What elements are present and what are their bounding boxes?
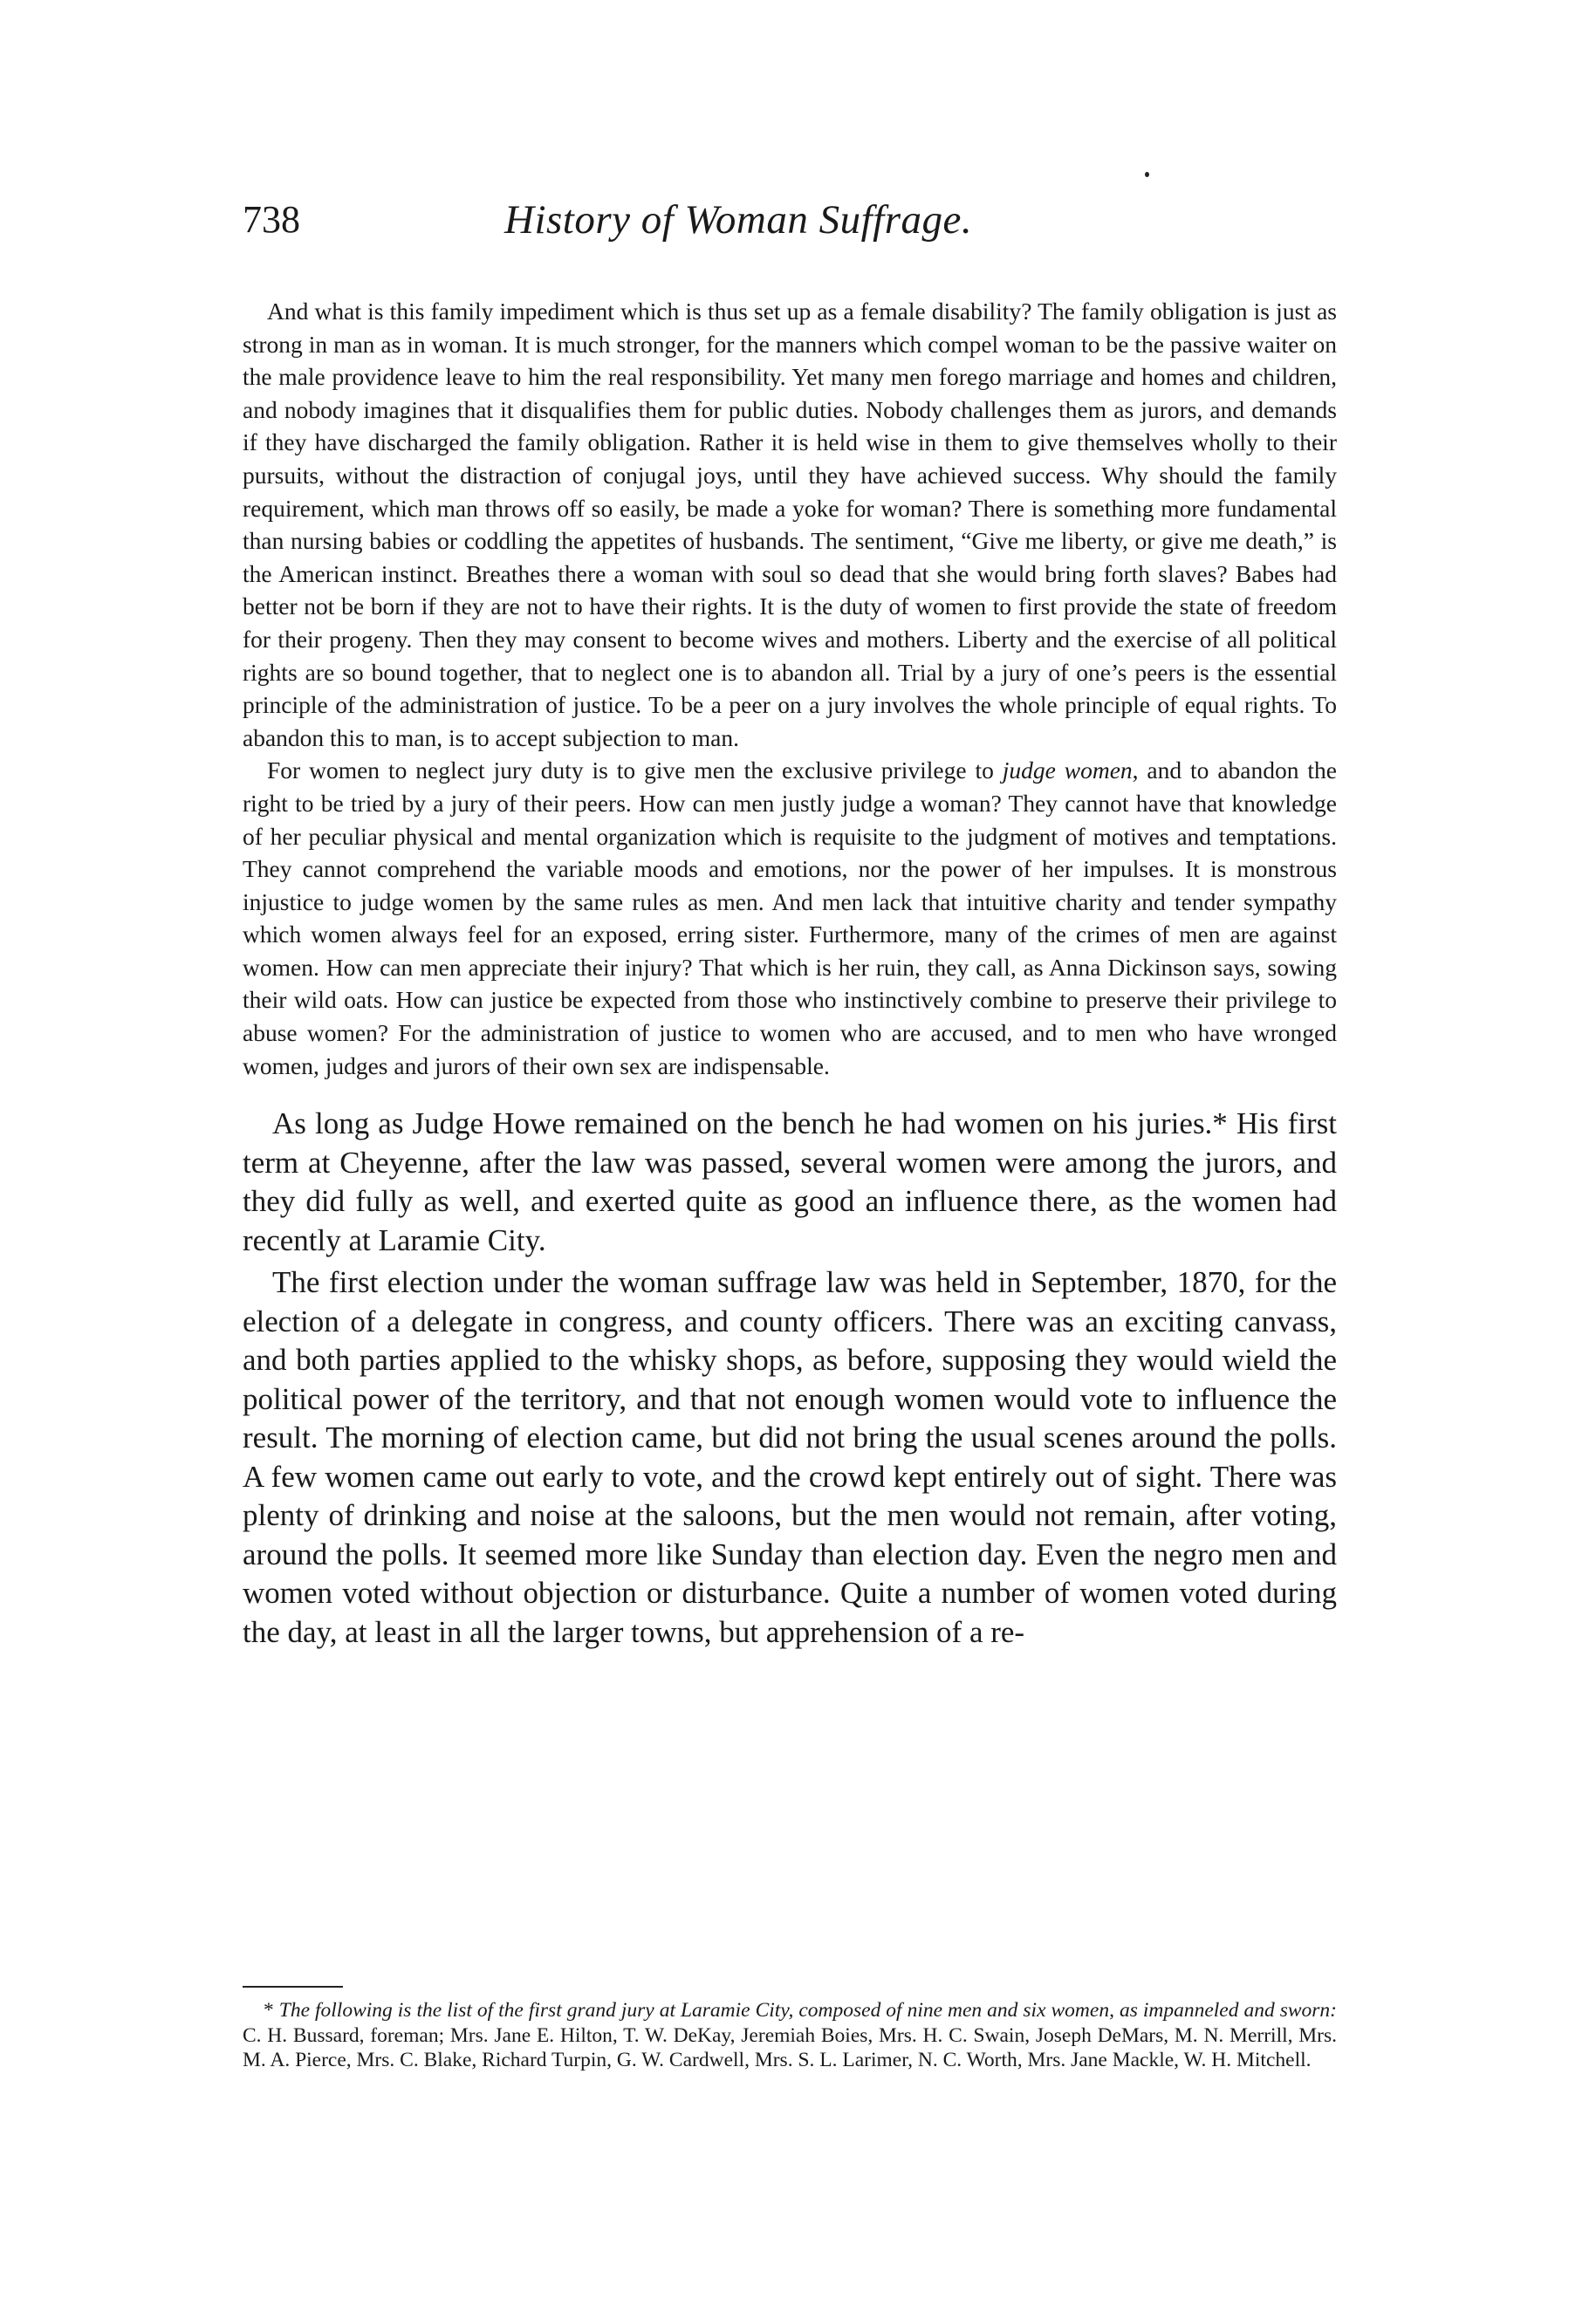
quoted-paragraph <box>243 295 1337 754</box>
body-text <box>243 295 1337 1652</box>
page-number: 738 <box>243 198 300 241</box>
body-paragraph: As long as Judge Howe remained on the bench he had women on his juries.* His first term at Cheyenne, after the law was passed, several women were among the jurors, and they did fully as well, and exerted quite as good an influence there, as the women had recently at Laramie City. <box>243 1106 1337 1257</box>
quoted-paragraph-rest: , and to abandon the right to be tried by a jury of their peers. How can men justly judge a woman? They cannot have that knowledge of her peculiar physical and mental organization which is requisite to the judgment of motives and temptations. They cannot comprehend the variable moods and emotions, nor the power of her impulses. It is monstrous injustice to judge women by the same rules as men. And men lack that intuitive charity and tender sympathy which women always feel for an exposed, erring sister. Furthermore, many of the crimes of men are against women. How can men appreciate their injury? That which is her ruin, they call, as Anna Dickinson says, sowing their wild oats. How can justice be expected from those who instinctively combine to preserve their privilege to abuse women? For the administration of justice to women who are accused, and to men who have wronged women, judges and jurors of their own sex are indispensable. <box>243 756 1337 1079</box>
section-spacer <box>243 1082 1337 1105</box>
footnote-names: C. H. Bussard, foreman; Mrs. Jane E. Hilton, T. W. DeKay, Jeremiah Boies, Mrs. H. C. Swain, Joseph DeMars, M. N. Merrill, Mrs. M. A. Pierce, Mrs. C. Blake, Richard Turpin, G. W. Cardwell, Mrs. S. L. Larimer, N. C. Worth, Mrs. Jane Mackle, W. H. Mitchell. <box>243 2023 1337 2071</box>
quoted-paragraph-start: For women to neglect jury duty is to give men the exclusive privilege to <box>267 756 1003 784</box>
footnote-rule <box>243 1986 343 1988</box>
footnote <box>243 1998 1337 2073</box>
quoted-paragraph-text: And what is this family impediment which is thus set up as a female disability? The family obligation is just as strong in man as in woman. It is much stronger, for the manners which compel woman to be the passive waiter on the male providence leave to him the real responsibility. Yet many men forego marriage and homes and children, and nobody imagines that it disqualifies them for public duties. Nobody challenges them as jurors, and demands if they have discharged the family obligation. Rather it is held wise in them to give themselves wholly to their pursuits, without the distraction of conjugal joys, until they have achieved success. Why should the family requirement, which man throws off so easily, be made a yoke for woman? There is something more fundamental than nursing babies or coddling the appetites of husbands. The sentiment, “Give me liberty, or give me death,” is the American instinct. Breathes there a woman with soul so dead that she would bring forth slaves? Babes had better not be born if they are not to have their rights. It is the duty of women to first provide the state of freedom for their progeny. Then they may consent to become wives and mothers. Liberty and the exercise of all political rights are so bound together, that to neglect one is to abandon all. Trial by a jury of one’s peers is the essential principle of the administration of justice. To be a peer on a jury involves the whole principle of equal rights. To abandon this to man, is to accept subjection to man. <box>243 298 1337 751</box>
body-paragraph: The first election under the woman suffrage law was held in September, 1870, for the election of a delegate in congress, and county officers. There was an exciting canvass, and both parties applied to the whisky shops, as before, supposing they would wield the political power of the territory, and that not enough women would vote to influence the result. The morning of election came, but did not bring the usual scenes around the polls. A few women came out early to vote, and the crowd kept entirely out of sight. There was plenty of drinking and noise at the saloons, but the men would not remain, after voting, around the polls. It seemed more like Sunday than election day. Even the negro men and women voted without objection or disturbance. Quite a number of women voted during the day, at least in all the larger towns, but apprehension of a re- <box>243 1265 1337 1649</box>
quoted-paragraph-italic: judge women <box>1002 756 1133 784</box>
quoted-paragraph <box>243 754 1337 1082</box>
footnote-intro: The following is the list of the first grand jury at Laramie City, composed of nine men and six women, as impanneled and sworn: <box>278 1999 1338 2022</box>
print-speck <box>1145 172 1149 177</box>
running-title: History of Woman Suffrage. <box>504 197 973 243</box>
page-header <box>243 194 1342 255</box>
footnote-marker: * <box>264 1999 274 2022</box>
